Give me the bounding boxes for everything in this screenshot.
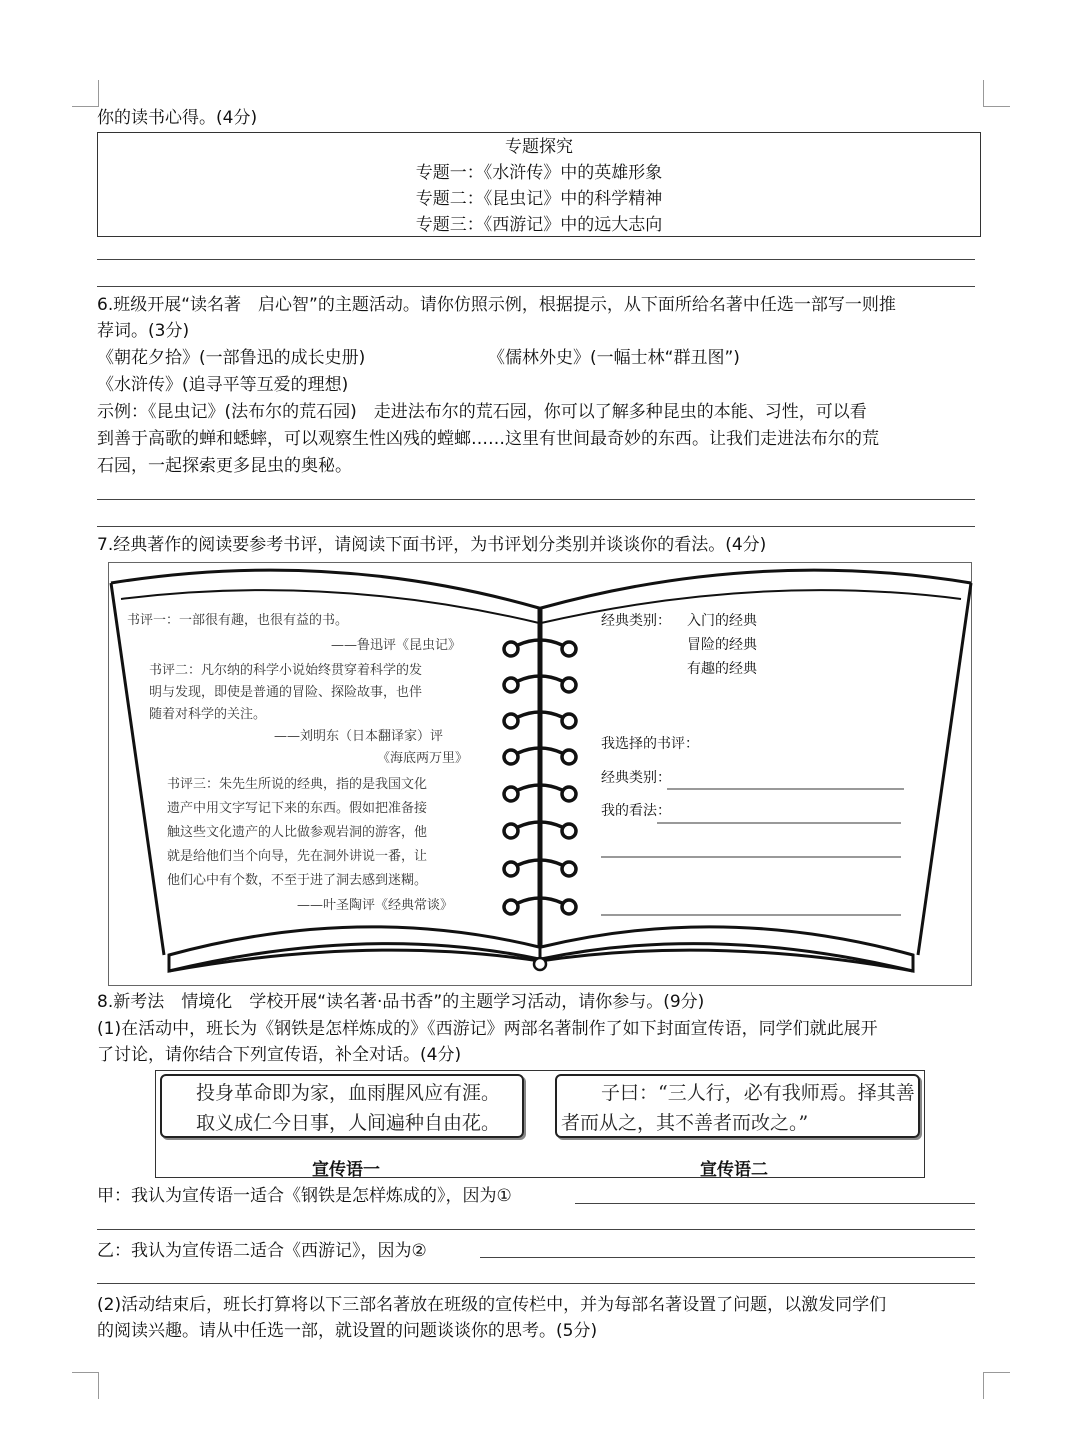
slogan-1-line1: 投身革命即为家，血雨腥风应有涯。 bbox=[196, 1082, 501, 1104]
q6-example-2: 到善于高歌的蝉和蟋蟀，可以观察生性凶残的螳螂……这里有世间最奇妙的东西。让我们走进法布尔的荒 bbox=[97, 429, 879, 449]
q6-line2: 荐词。(3分) bbox=[97, 321, 190, 341]
slogan-2-card bbox=[555, 1074, 920, 1138]
category-option-1: 入门的经典 bbox=[687, 613, 757, 629]
answer-line[interactable] bbox=[97, 286, 975, 287]
slogan-2-line2: 者而从之，其不善者而改之。” bbox=[561, 1112, 809, 1134]
corner-mark-top-right bbox=[983, 80, 1010, 107]
review-2-source: ——刘明东（日本翻译家）评 bbox=[274, 729, 444, 744]
review-2-line1: 书评二：凡尔纳的科学小说始终贯穿着科学的发 bbox=[149, 663, 423, 678]
review-3-line4: 就是给他们当个向导，先在洞外讲说一番，让 bbox=[167, 849, 428, 864]
q6-book-3: 《水浒传》(追寻平等互爱的理想) bbox=[97, 375, 349, 395]
answer-blank-2[interactable] bbox=[480, 1257, 975, 1258]
q6-book-2: 《儒林外史》(一幅士林“群丑图”) bbox=[488, 348, 740, 368]
slogan-panel bbox=[155, 1070, 925, 1178]
q8-line1: 8.新考法 情境化 学校开展“读名著·品书香”的主题学习活动，请你参与。(9分) bbox=[97, 992, 705, 1012]
corner-mark-bottom-left bbox=[72, 1372, 99, 1399]
corner-mark-top-left bbox=[72, 80, 99, 107]
my-choice-label: 我选择的书评： bbox=[601, 736, 699, 752]
answer-line[interactable] bbox=[97, 1283, 975, 1284]
answer-line[interactable] bbox=[97, 526, 975, 527]
review-3-line3: 触这些文化遗产的人比做参观岩洞的游客，他 bbox=[167, 825, 428, 840]
q6-line1: 6.班级开展“读名著 启心智”的主题活动。请你仿照示例，根据提示，从下面所给名著中任选一部写一则推 bbox=[97, 295, 896, 315]
slogan-2-caption: 宣传语二 bbox=[700, 1160, 768, 1180]
slogan-1-line2: 取义成仁今日事，人间遍种自由花。 bbox=[196, 1112, 501, 1134]
topic-item-2: 专题二：《昆虫记》中的科学精神 bbox=[415, 189, 663, 209]
review-1-source: ——鲁迅评《昆虫记》 bbox=[331, 638, 462, 653]
review-3-line1: 书评三：朱先生所说的经典，指的是我国文化 bbox=[167, 777, 428, 792]
q8-sub1-line2: 了讨论，请你结合下列宣传语，补全对话。(4分) bbox=[97, 1045, 462, 1065]
review-3-source: ——叶圣陶评《经典常谈》 bbox=[297, 898, 454, 913]
topic-item-1: 专题一：《水浒传》中的英雄形象 bbox=[415, 163, 663, 183]
my-view-label: 我的看法： bbox=[601, 803, 671, 819]
category-blank-label: 经典类别： bbox=[601, 770, 671, 786]
dialogue-jia: 甲：我认为宣传语一适合《钢铁是怎样炼成的》，因为① bbox=[97, 1186, 512, 1206]
q8-sub2-line1: (2)活动结束后，班长打算将以下三部名著放在班级的宣传栏中，并为每部名著设置了问题，以激发同学们 bbox=[97, 1295, 887, 1315]
category-option-2: 冒险的经典 bbox=[687, 637, 757, 653]
slogan-2-line1: 子曰：“三人行，必有我师焉。择其善 bbox=[601, 1082, 915, 1104]
review-2-line2: 明与发现，即使是普通的冒险、探险故事，也伴 bbox=[149, 685, 423, 700]
answer-blank-1[interactable] bbox=[575, 1203, 975, 1204]
q6-book-1: 《朝花夕拾》(一部鲁迅的成长史册) bbox=[97, 348, 366, 368]
slogan-1-caption: 宣传语一 bbox=[312, 1160, 380, 1180]
review-3-line5: 他们心中有个数，不至于进了洞去感到迷糊。 bbox=[167, 873, 428, 888]
answer-line[interactable] bbox=[97, 1229, 975, 1230]
review-1-text: 书评一：一部很有趣，也很有益的书。 bbox=[127, 613, 349, 628]
answer-line[interactable] bbox=[97, 499, 975, 500]
topic-box bbox=[97, 132, 981, 237]
slogan-1-card bbox=[160, 1074, 524, 1138]
q8-sub2-line2: 的阅读兴趣。请从中任选一部，就设置的问题谈谈你的思考。(5分) bbox=[97, 1321, 598, 1341]
topic-item-3: 专题三：《西游记》中的远大志向 bbox=[415, 215, 663, 235]
intro-line: 你的读书心得。(4分) bbox=[97, 108, 258, 128]
review-2-line3: 随着对科学的关注。 bbox=[149, 707, 267, 722]
q7-question: 7.经典著作的阅读要参考书评，请阅读下面书评，为书评划分类别并谈谈你的看法。(4分) bbox=[97, 535, 767, 555]
category-label: 经典类别： bbox=[601, 613, 671, 629]
q8-sub1-line1: (1)在活动中，班长为《钢铁是怎样炼成的》《西游记》两部名著制作了如下封面宣传语，同学们就此展开 bbox=[97, 1019, 878, 1039]
dialogue-yi: 乙：我认为宣传语二适合《西游记》，因为② bbox=[97, 1241, 427, 1261]
q6-example-3: 石园，一起探索更多昆虫的奥秘。 bbox=[97, 456, 352, 476]
book-illustration bbox=[108, 562, 972, 986]
category-option-3: 有趣的经典 bbox=[687, 661, 757, 677]
review-2-book: 《海底两万里》 bbox=[377, 751, 469, 766]
answer-line[interactable] bbox=[97, 259, 975, 260]
topic-box-title: 专题探究 bbox=[505, 137, 573, 157]
corner-mark-bottom-right bbox=[983, 1372, 1010, 1399]
review-3-line2: 遗产中用文字写记下来的东西。假如把准备接 bbox=[167, 801, 428, 816]
q6-example-1: 示例：《昆虫记》(法布尔的荒石园) 走进法布尔的荒石园，你可以了解多种昆虫的本能、习性，可以看 bbox=[97, 402, 867, 422]
